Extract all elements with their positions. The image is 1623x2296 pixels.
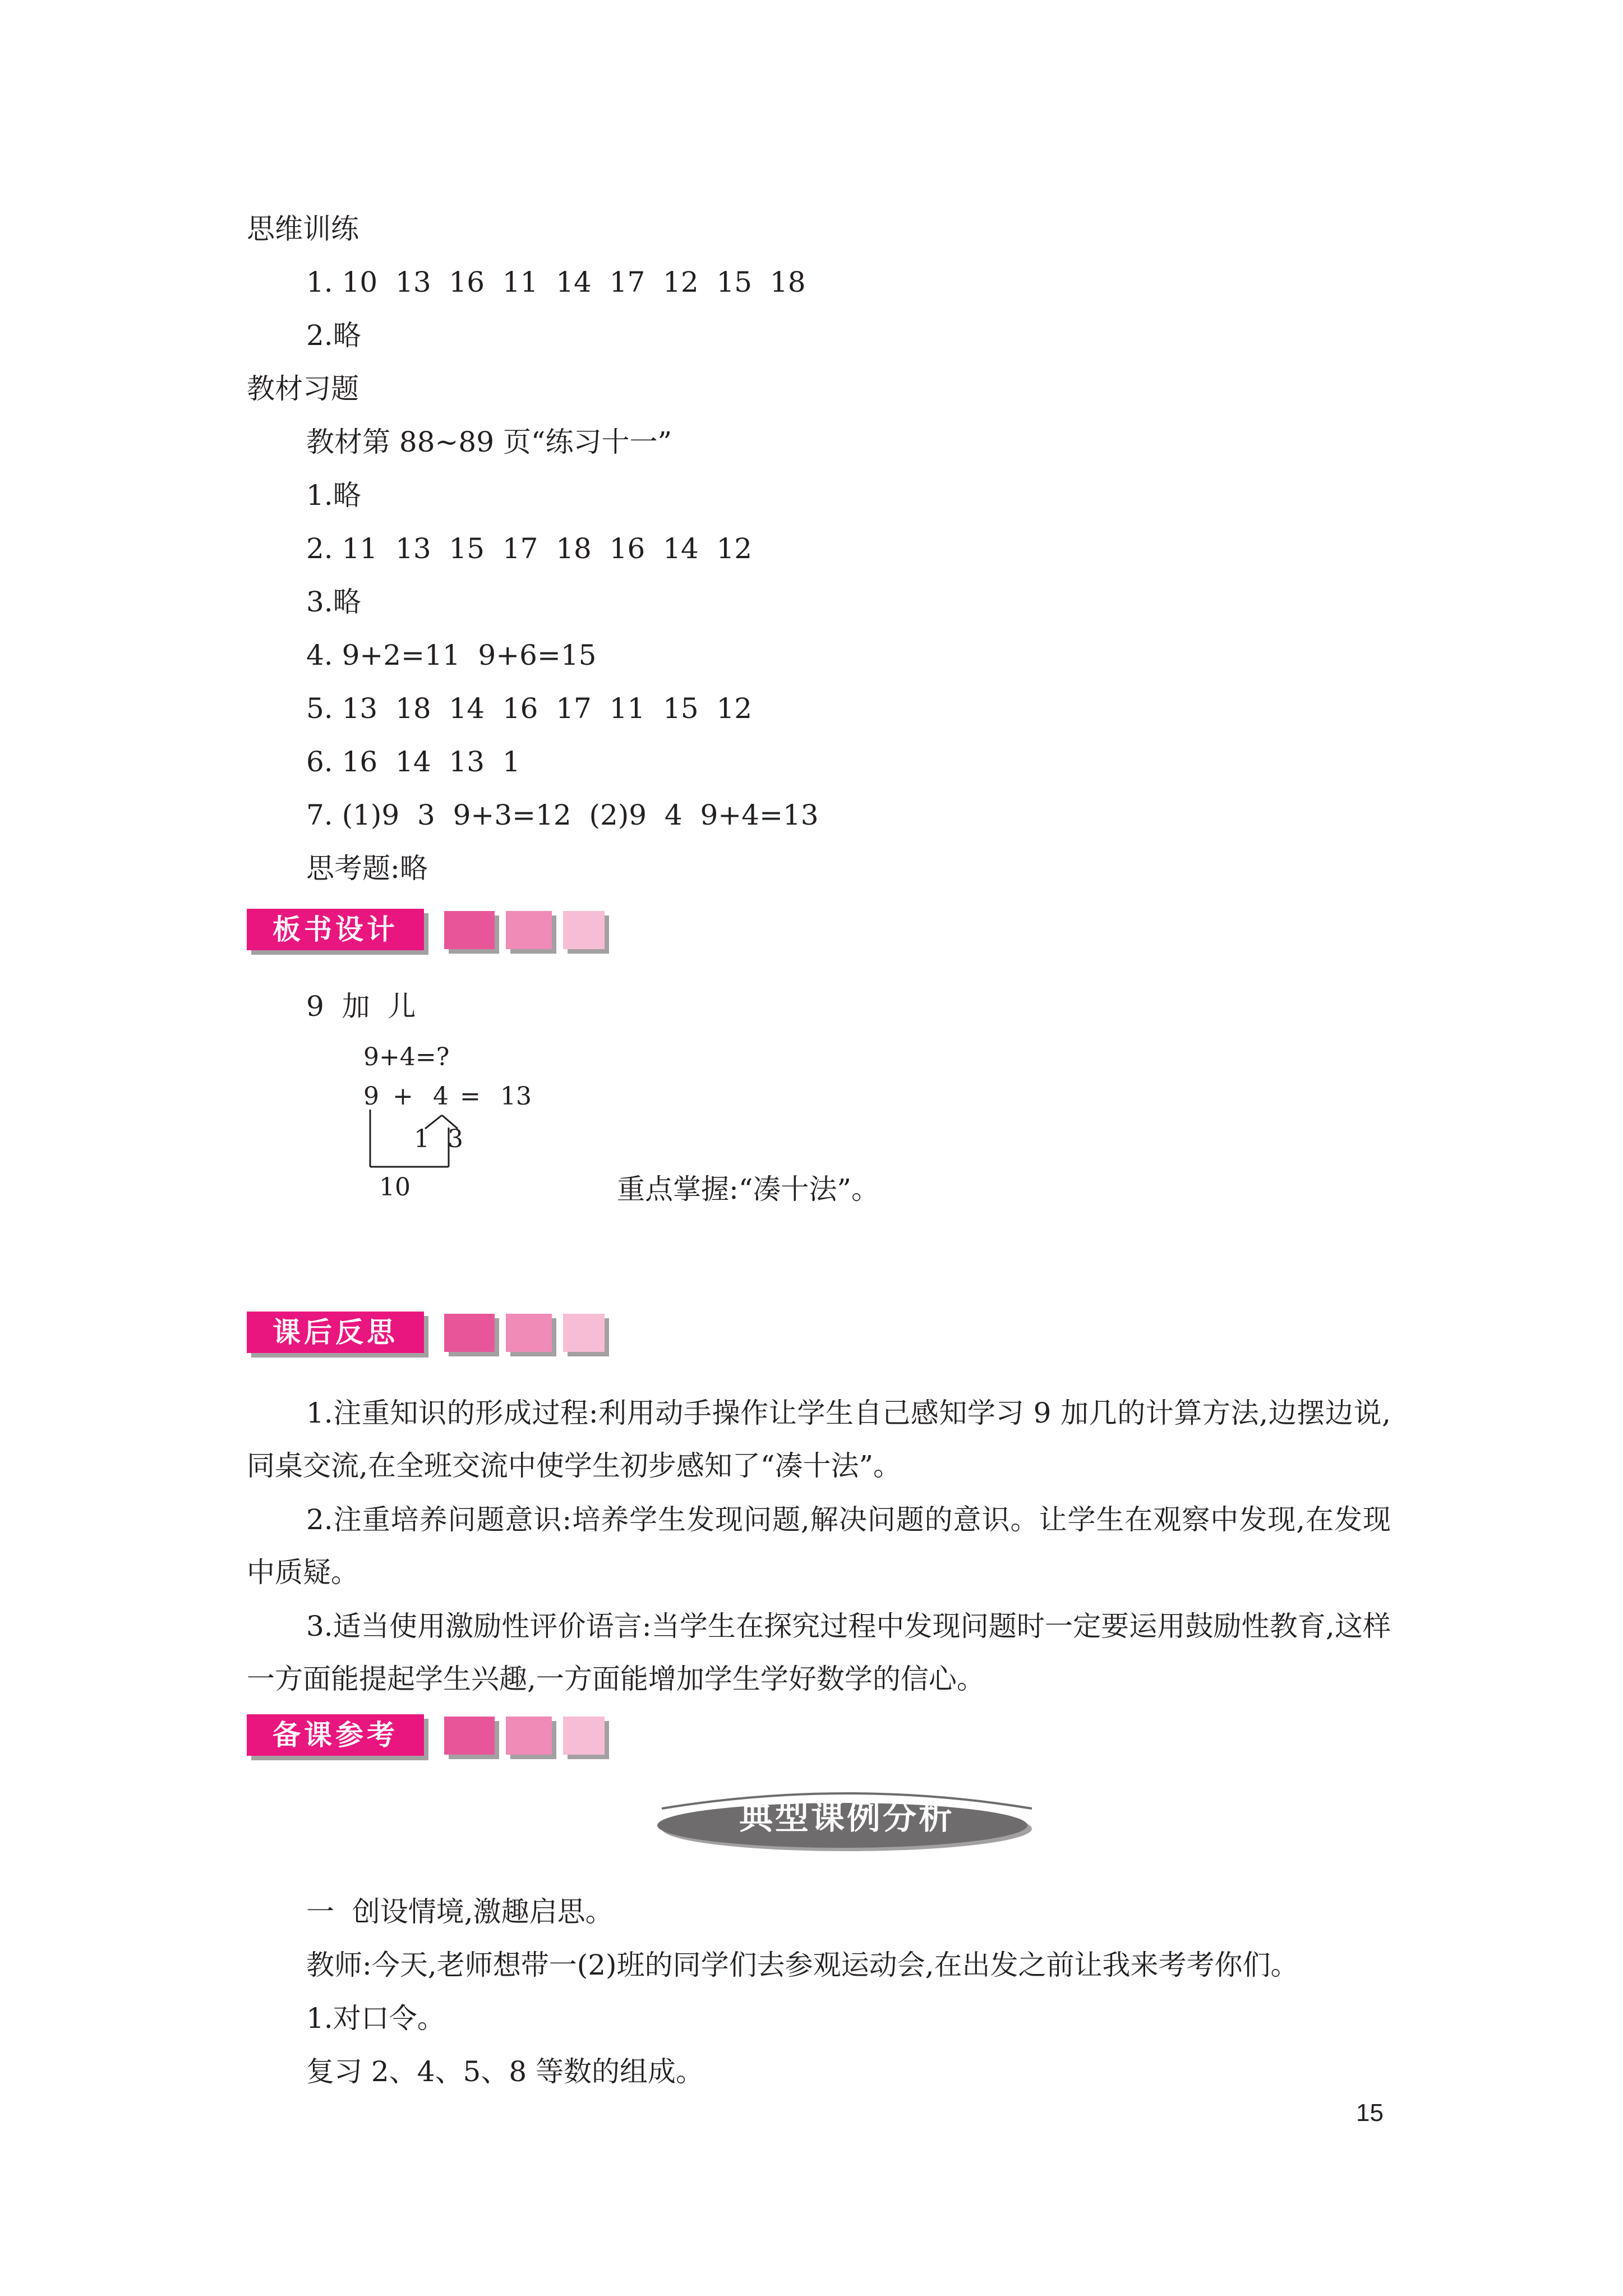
exercise-answer: 2. 11 13 15 17 18 16 14 12 <box>306 532 753 565</box>
section-tag <box>247 1714 424 1756</box>
decor-square <box>506 1314 552 1352</box>
board-design-title: 9 加 儿 <box>306 990 416 1023</box>
decor-square <box>563 1717 605 1755</box>
equation-plus: + <box>393 1082 413 1111</box>
lesson-line: 1.对口令。 <box>306 2002 445 2035</box>
decor-square <box>444 911 495 949</box>
reflection-paragraph: 3.适当使用激励性评价语言:当学生在探究过程中发现问题时一定要运用鼓励性教育,这样一方面能提起学生兴趣,一方面能增加学生学好数学的信心。 <box>247 1610 1391 1695</box>
section-tag-label: 板书设计 <box>273 913 398 946</box>
decor-square <box>506 911 552 949</box>
section-tag <box>247 1312 424 1353</box>
lesson-line: 一 创设情境,激趣启思。 <box>306 1895 614 1928</box>
textbook-exercises-intro: 教材第 88~89 页“练习十一” <box>306 426 672 458</box>
lesson-line: 复习 2、4、5、8 等数的组成。 <box>306 2055 704 2088</box>
decor-square <box>563 1314 605 1352</box>
banner-title: 典型课例分析 <box>739 1798 955 1837</box>
reflection-paragraph: 1.注重知识的形成过程:利用动手操作让学生自己感知学习 9 加几的计算方法,边摆边说,同桌交流,在全班交流中使学生初步感知了“凑十法”。 <box>247 1397 1391 1482</box>
section-header-board-design <box>247 909 617 957</box>
section-tag-label: 备课参考 <box>273 1719 398 1751</box>
reflection-paragraph: 2.注重培养问题意识:培养学生发现问题,解决问题的意识。让学生在观察中发现,在发现中质疑。 <box>247 1503 1391 1589</box>
section-header-reflection <box>247 1312 617 1360</box>
ten-label: 10 <box>379 1173 411 1202</box>
board-question: 9+4=? <box>363 1043 450 1071</box>
equation-first-addend: 9 <box>363 1082 379 1111</box>
equation-equals: = <box>460 1082 481 1111</box>
section-tag <box>247 909 424 950</box>
decor-square <box>506 1717 552 1755</box>
decor-square <box>444 1717 495 1755</box>
exercise-answer: 4. 9+2=11 9+6=15 <box>306 639 597 671</box>
decor-square <box>563 911 605 949</box>
thinking-training-heading: 思维训练 <box>247 213 359 245</box>
exercise-answer: 3.略 <box>306 586 361 618</box>
exercise-answer: 5. 13 18 14 16 17 11 15 12 <box>306 692 753 725</box>
exercise-answer: 1.略 <box>306 479 361 512</box>
exercise-answer: 思考题:略 <box>306 852 428 885</box>
equation-result: 13 <box>500 1082 532 1111</box>
decor-square <box>444 1314 495 1352</box>
section-header-prep-reference <box>247 1714 617 1763</box>
section-tag-label: 课后反思 <box>273 1316 398 1349</box>
page-number: 15 <box>1356 2099 1384 2127</box>
lesson-analysis-banner <box>639 1783 1054 1857</box>
equation-second-addend: 4 <box>433 1082 449 1111</box>
split-part-right: 3 <box>448 1125 463 1153</box>
thinking-training-item: 1. 10 13 16 11 14 17 12 15 18 <box>306 266 806 298</box>
thinking-training-item: 2.略 <box>306 319 361 352</box>
textbook-exercises-heading: 教材习题 <box>247 372 359 405</box>
split-part-left: 1 <box>414 1125 430 1153</box>
lesson-line: 教师:今天,老师想带一(2)班的同学们去参观运动会,在出发之前让我来考考你们。 <box>306 1949 1299 1981</box>
exercise-answer: 7. (1)9 3 9+3=12 (2)9 4 9+4=13 <box>306 799 819 831</box>
board-design-note: 重点掌握:“凑十法”。 <box>617 1173 879 1205</box>
exercise-answer: 6. 16 14 13 1 <box>306 746 520 778</box>
